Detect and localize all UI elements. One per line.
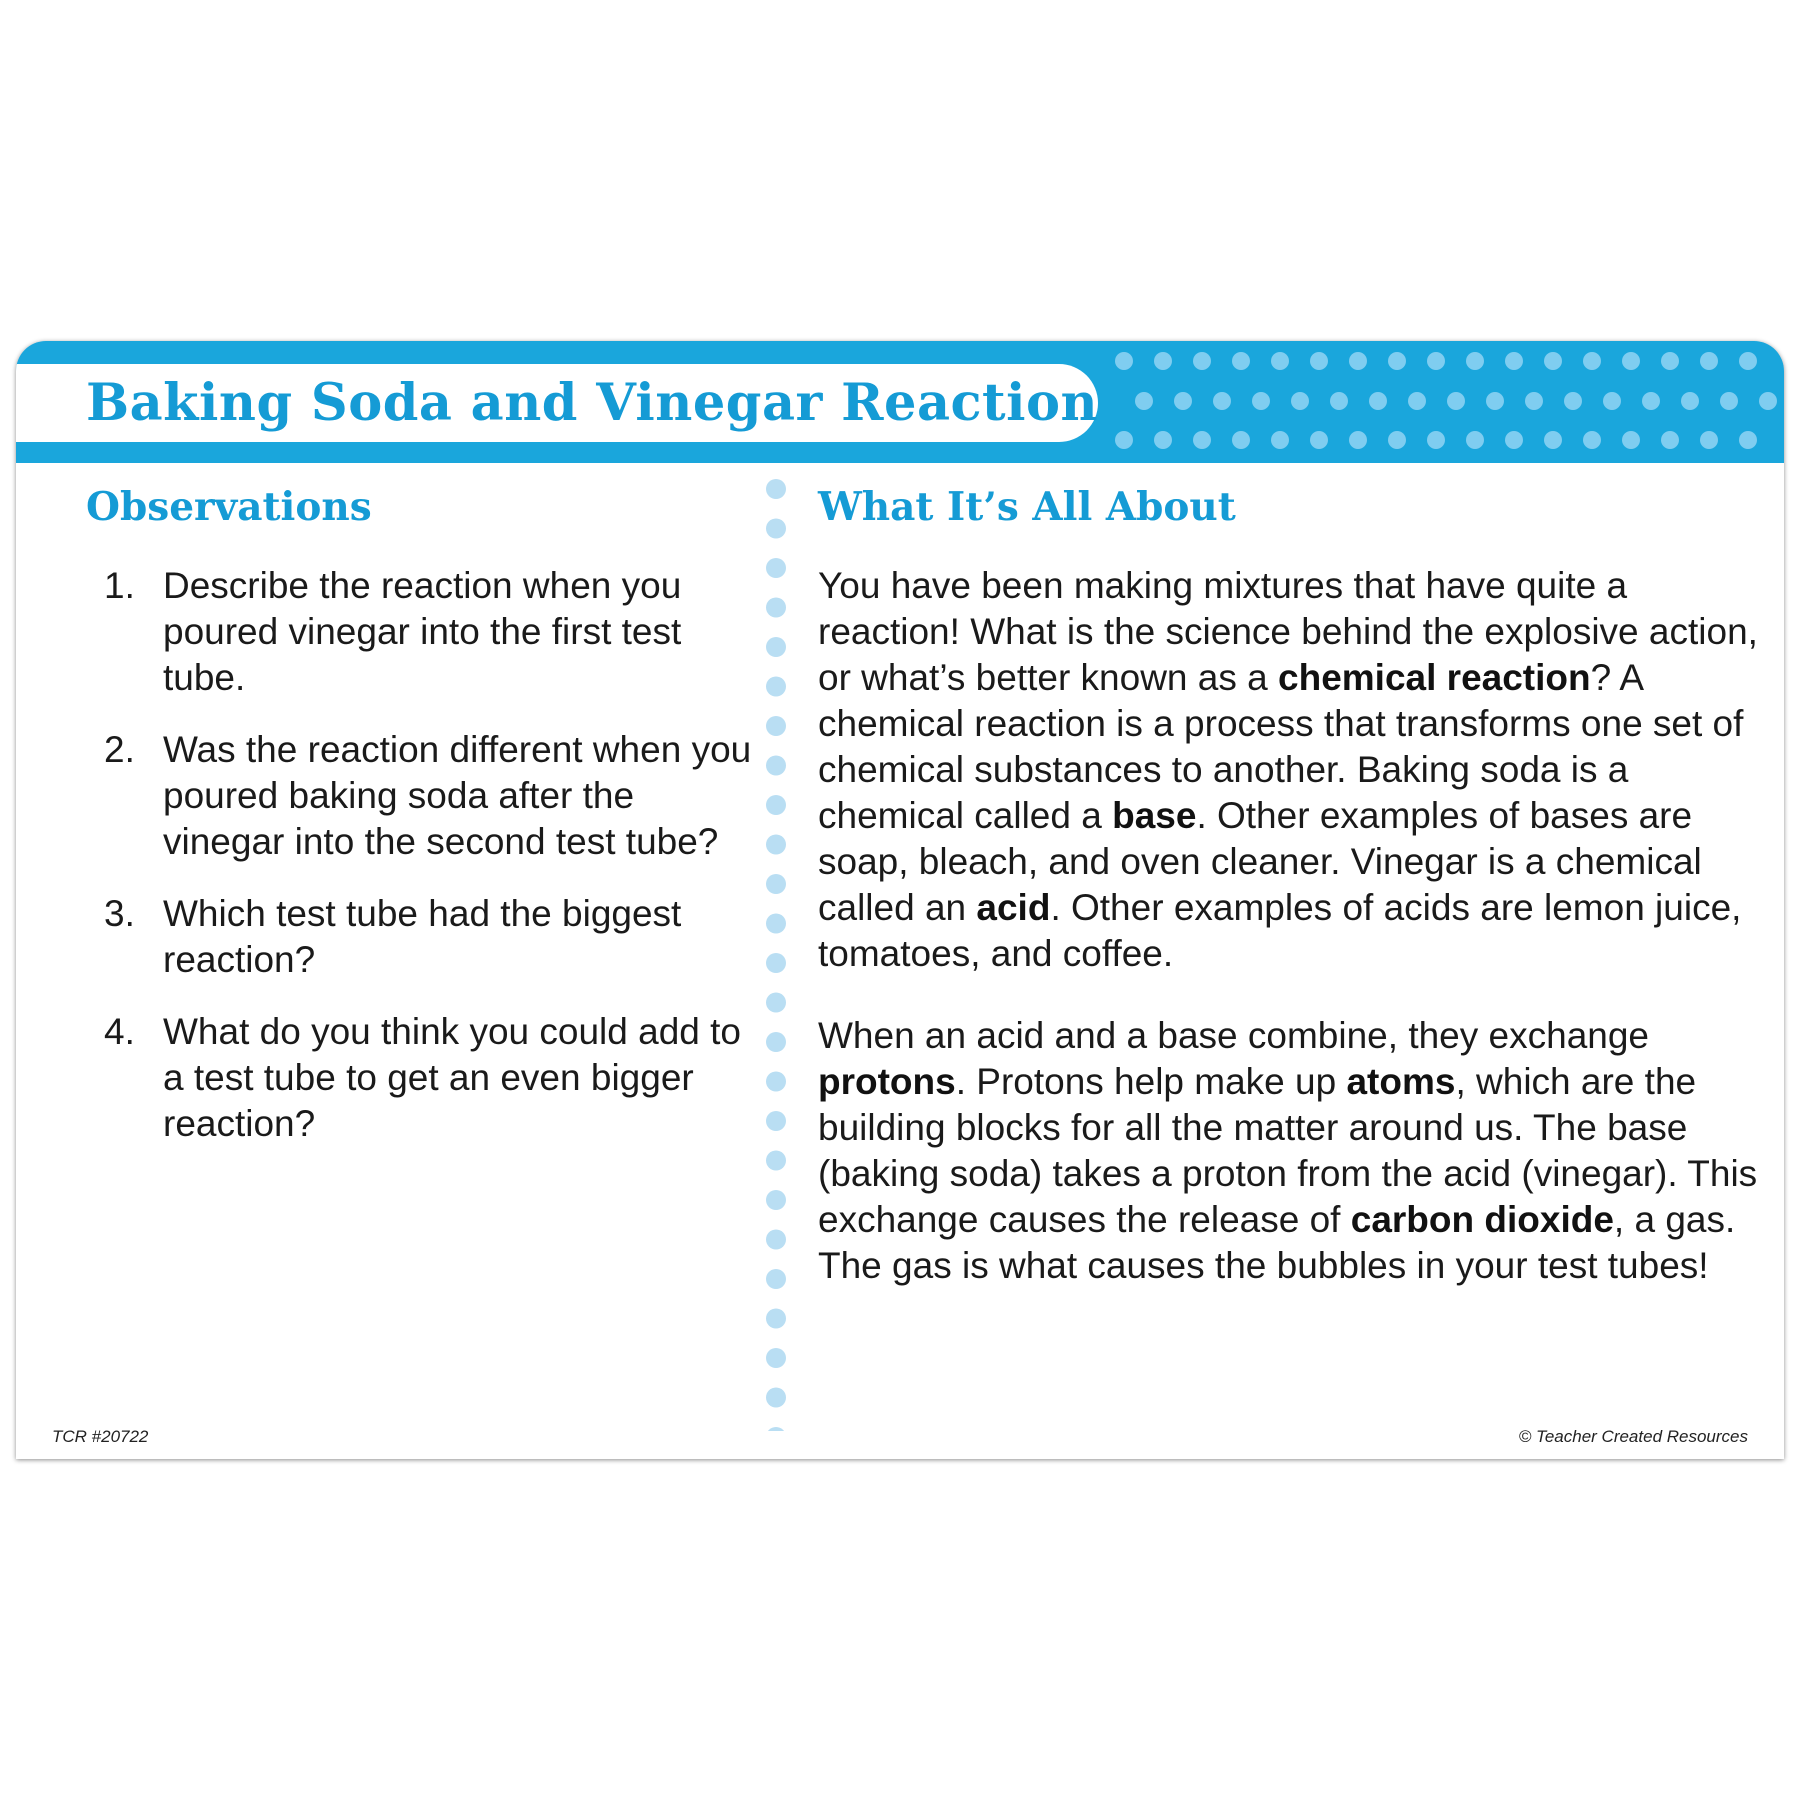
header-dot: [1544, 431, 1562, 449]
about-text: . Other examples of acids are lemon juice, tomatoes, and coffee.: [818, 887, 1742, 974]
about-text: When an acid and a base combine, they exchange: [818, 1015, 1650, 1056]
observation-number: 4.: [104, 1011, 135, 1052]
header-dot: [1700, 352, 1718, 370]
header-dot: [1447, 392, 1465, 410]
header-dot: [1739, 431, 1757, 449]
header-dot: [1388, 352, 1406, 370]
observations-list: [86, 563, 756, 1173]
header-dot: [1349, 352, 1367, 370]
title-pill: [16, 364, 1098, 442]
divider-dot: [766, 558, 786, 578]
header-dot: [1310, 352, 1328, 370]
about-paragraph-1: [818, 563, 1768, 977]
header-dot: [1603, 392, 1621, 410]
header-dot: [1681, 392, 1699, 410]
header-dot: [1622, 352, 1640, 370]
observation-text: What do you think you could add to a test tube to get an even bigger reaction?: [163, 1011, 741, 1144]
header-dot: [1661, 431, 1679, 449]
term-carbon-dioxide: carbon dioxide: [1350, 1199, 1614, 1240]
activity-card: [16, 341, 1784, 1459]
divider-dot: [766, 1309, 786, 1329]
about-text: You have been making mixtures that have quite a reaction! What is the science behind the explosive action, or what’s better known as a: [818, 565, 1758, 698]
header-dot: [1466, 431, 1484, 449]
header-dot: [1427, 431, 1445, 449]
divider-dot: [766, 1230, 786, 1250]
column-divider-dots: [764, 471, 788, 1431]
about-text: . Protons help make up: [955, 1061, 1347, 1102]
divider-dot: [766, 953, 786, 973]
divider-dot: [766, 756, 786, 776]
observation-text: Describe the reaction when you poured vinegar into the first test tube.: [163, 565, 682, 698]
header-dot: [1486, 392, 1504, 410]
observation-number: 2.: [104, 729, 135, 770]
divider-dot: [766, 914, 786, 934]
header-dot: [1232, 431, 1250, 449]
header-band: [16, 341, 1784, 463]
divider-dot: [766, 1032, 786, 1052]
observation-number: 1.: [104, 565, 135, 606]
observation-item-4: [86, 1009, 756, 1147]
header-dot: [1174, 392, 1192, 410]
divider-dot: [766, 519, 786, 539]
divider-dot: [766, 1111, 786, 1131]
term-chemical-reaction: chemical reaction: [1278, 657, 1591, 698]
divider-dot: [766, 835, 786, 855]
header-dot: [1330, 392, 1348, 410]
header-dot: [1369, 392, 1387, 410]
header-dot: [1583, 431, 1601, 449]
header-dot: [1252, 392, 1270, 410]
header-dot: [1505, 352, 1523, 370]
divider-dot: [766, 637, 786, 657]
divider-dot: [766, 1427, 786, 1431]
about-paragraph-2: [818, 1013, 1768, 1289]
header-dot: [1642, 392, 1660, 410]
header-dot: [1739, 352, 1757, 370]
term-base: base: [1112, 795, 1197, 836]
about-heading: What It’s All About: [818, 484, 1236, 530]
header-dot: [1193, 431, 1211, 449]
divider-dot: [766, 1151, 786, 1171]
header-dot: [1213, 392, 1231, 410]
header-dot: [1525, 392, 1543, 410]
term-atoms: atoms: [1346, 1061, 1456, 1102]
header-dot: [1271, 431, 1289, 449]
divider-dot: [766, 795, 786, 815]
observations-heading: Observations: [86, 484, 372, 530]
observation-item-3: [86, 891, 756, 983]
divider-dot: [766, 479, 786, 499]
divider-dot: [766, 1072, 786, 1092]
term-protons: protons: [818, 1061, 956, 1102]
header-dot: [1720, 392, 1738, 410]
about-text: , a gas. The gas is what causes the bubbles in your test tubes!: [818, 1199, 1736, 1286]
observation-item-2: [86, 727, 756, 865]
product-code: TCR #20722: [52, 1427, 149, 1446]
header-dot: [1115, 431, 1133, 449]
divider-dot: [766, 598, 786, 618]
header-dot: [1759, 392, 1777, 410]
header-dot: [1661, 352, 1679, 370]
header-dot: [1583, 352, 1601, 370]
header-dot: [1193, 352, 1211, 370]
header-dot: [1291, 392, 1309, 410]
header-dot: [1427, 352, 1445, 370]
observation-text: Which test tube had the biggest reaction?: [163, 893, 682, 980]
header-dot: [1115, 352, 1133, 370]
header-dot: [1135, 392, 1153, 410]
divider-dot: [766, 993, 786, 1013]
card-title: Baking Soda and Vinegar Reaction: [86, 373, 1099, 433]
header-dot: [1505, 431, 1523, 449]
header-dot: [1232, 352, 1250, 370]
copyright-notice: © Teacher Created Resources: [1518, 1427, 1748, 1446]
observation-text: Was the reaction different when you poured baking soda after the vinegar into the second test tube?: [163, 729, 752, 862]
divider-dot: [766, 874, 786, 894]
header-dot: [1408, 392, 1426, 410]
about-text: . Other examples of bases are soap, bleach, and oven cleaner. Vinegar is a chemical called an: [818, 795, 1702, 928]
divider-dot: [766, 1269, 786, 1289]
header-dot: [1271, 352, 1289, 370]
header-dot: [1310, 431, 1328, 449]
header-dot: [1622, 431, 1640, 449]
header-dot: [1349, 431, 1367, 449]
divider-dot: [766, 677, 786, 697]
header-dot: [1700, 431, 1718, 449]
term-acid: acid: [976, 887, 1051, 928]
divider-dot: [766, 1388, 786, 1408]
about-text: , which are the building blocks for all the matter around us. The base (baking soda) takes a proton from the acid (vinegar). This exchange causes the release of: [818, 1061, 1758, 1240]
header-dot: [1154, 431, 1172, 449]
header-dot: [1388, 431, 1406, 449]
observation-number: 3.: [104, 893, 135, 934]
about-text: ? A chemical reaction is a process that transforms one set of chemical substances to another. Baking soda is a chemical called a: [818, 657, 1744, 836]
header-dot: [1544, 352, 1562, 370]
header-dot: [1154, 352, 1172, 370]
header-dot: [1564, 392, 1582, 410]
header-dot: [1466, 352, 1484, 370]
divider-dot: [766, 1190, 786, 1210]
observation-item-1: [86, 563, 756, 701]
divider-dot: [766, 716, 786, 736]
divider-dot: [766, 1348, 786, 1368]
